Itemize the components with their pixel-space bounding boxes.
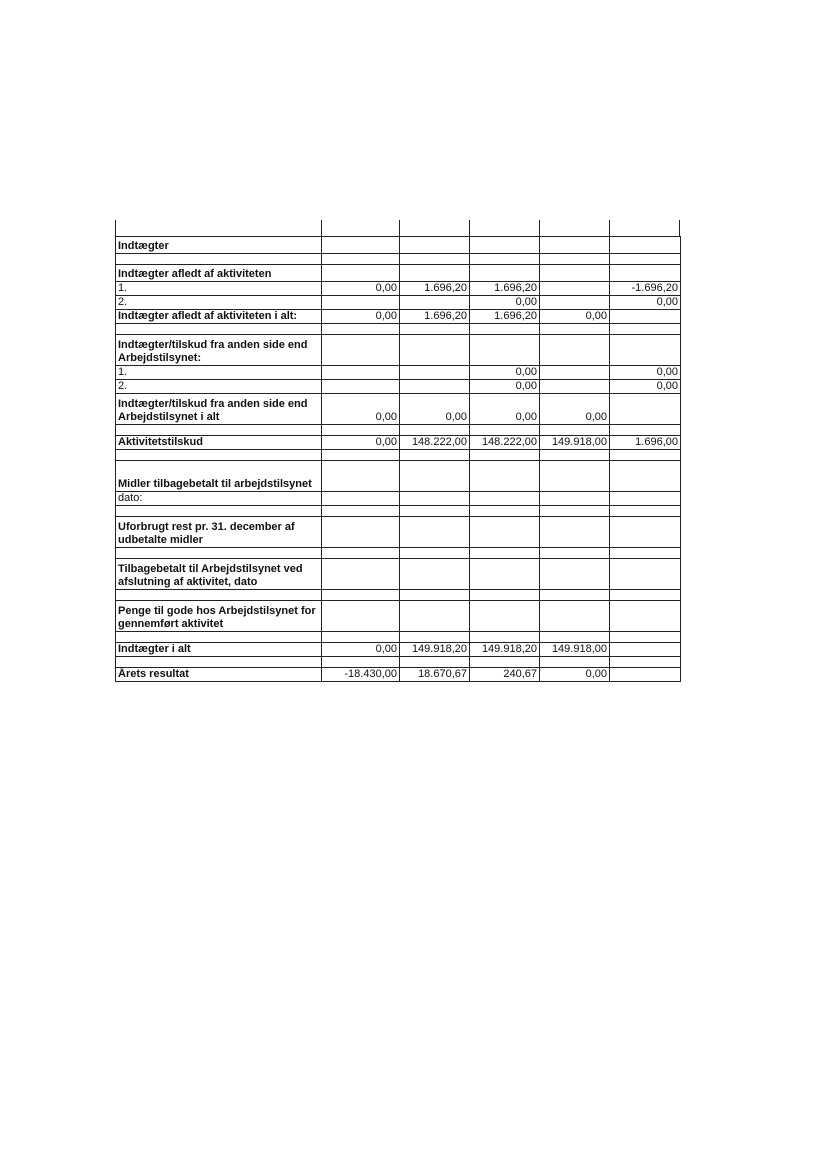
spacer-row xyxy=(116,450,681,461)
cell xyxy=(610,643,681,657)
cell: 0,00 xyxy=(322,436,400,450)
cell xyxy=(540,296,610,310)
cell xyxy=(400,296,470,310)
tick xyxy=(679,220,680,236)
column-ticks xyxy=(115,220,680,236)
tick xyxy=(321,220,322,236)
cell xyxy=(322,237,400,254)
cell: 0,00 xyxy=(470,296,540,310)
cell xyxy=(470,265,540,282)
cell: 1.696,00 xyxy=(610,436,681,450)
row-label: 2. xyxy=(116,296,322,310)
cell: 0,00 xyxy=(322,643,400,657)
row-label: Indtægter/tilskud fra anden side end Arbejdstilsynet i alt xyxy=(116,394,322,425)
row-label: Indtægter i alt xyxy=(116,643,322,657)
cell xyxy=(400,461,470,492)
cell: 149.918,00 xyxy=(540,643,610,657)
row-label: Indtægter/tilskud fra anden side end Arbejdstilsynet: xyxy=(116,335,322,366)
cell: 0,00 xyxy=(322,310,400,324)
spacer-row xyxy=(116,548,681,559)
cell: 0,00 xyxy=(322,394,400,425)
cell xyxy=(610,601,681,632)
cell xyxy=(322,296,400,310)
row-label: Årets resultat xyxy=(116,668,322,682)
cell xyxy=(610,492,681,506)
cell xyxy=(322,559,400,590)
cell: 0,00 xyxy=(610,380,681,394)
cell xyxy=(470,559,540,590)
cell xyxy=(610,237,681,254)
table-row xyxy=(116,668,681,682)
cell: 1.696,20 xyxy=(470,310,540,324)
cell: 18.670,67 xyxy=(400,668,470,682)
cell: 149.918,20 xyxy=(400,643,470,657)
spacer-row xyxy=(116,324,681,335)
cell xyxy=(400,366,470,380)
tick xyxy=(469,220,470,236)
row-label: Aktivitetstilskud xyxy=(116,436,322,450)
cell: 0,00 xyxy=(540,668,610,682)
table-row xyxy=(116,601,681,632)
table-row xyxy=(116,380,681,394)
cell: 149.918,20 xyxy=(470,643,540,657)
cell xyxy=(322,601,400,632)
cell xyxy=(400,601,470,632)
cell xyxy=(400,492,470,506)
cell xyxy=(540,492,610,506)
cell: 0,00 xyxy=(400,394,470,425)
row-label: 1. xyxy=(116,366,322,380)
cell xyxy=(610,461,681,492)
tick xyxy=(609,220,610,236)
cell xyxy=(470,237,540,254)
cell xyxy=(470,492,540,506)
budget-sheet xyxy=(115,220,680,682)
table-row xyxy=(116,265,681,282)
cell: 240,67 xyxy=(470,668,540,682)
cell xyxy=(540,366,610,380)
tick xyxy=(399,220,400,236)
cell xyxy=(610,335,681,366)
cell: 148.222,00 xyxy=(400,436,470,450)
cell: 0,00 xyxy=(610,296,681,310)
cell xyxy=(540,461,610,492)
cell: 148.222,00 xyxy=(470,436,540,450)
spacer-row xyxy=(116,590,681,601)
cell: 0,00 xyxy=(540,310,610,324)
spacer-row xyxy=(116,657,681,668)
table-row xyxy=(116,394,681,425)
cell xyxy=(400,380,470,394)
table-row xyxy=(116,366,681,380)
cell xyxy=(540,265,610,282)
row-label: 2. xyxy=(116,380,322,394)
cell xyxy=(400,237,470,254)
table-row xyxy=(116,517,681,548)
cell xyxy=(610,310,681,324)
cell xyxy=(322,265,400,282)
cell: 0,00 xyxy=(322,282,400,296)
cell: 1.696,20 xyxy=(400,310,470,324)
row-label: dato: xyxy=(116,492,322,506)
spacer-row xyxy=(116,632,681,643)
cell xyxy=(470,335,540,366)
spacer-row xyxy=(116,254,681,265)
spacer-row xyxy=(116,506,681,517)
row-label: Indtægter xyxy=(116,237,322,254)
cell: 0,00 xyxy=(540,394,610,425)
cell xyxy=(610,559,681,590)
table-row xyxy=(116,335,681,366)
table-row xyxy=(116,296,681,310)
cell xyxy=(400,335,470,366)
tick xyxy=(115,220,116,236)
cell xyxy=(540,335,610,366)
row-label: Indtægter afledt af aktiviteten i alt: xyxy=(116,310,322,324)
income-table xyxy=(115,236,681,682)
cell: -1.696,20 xyxy=(610,282,681,296)
table-row xyxy=(116,559,681,590)
cell xyxy=(540,237,610,254)
row-label: Penge til gode hos Arbejdstilsynet for gennemført aktivitet xyxy=(116,601,322,632)
cell xyxy=(400,517,470,548)
table-row xyxy=(116,461,681,492)
cell xyxy=(540,282,610,296)
cell xyxy=(322,461,400,492)
cell xyxy=(400,265,470,282)
row-label: Midler tilbagebetalt til arbejdstilsynet xyxy=(116,461,322,492)
cell: -18.430,00 xyxy=(322,668,400,682)
cell xyxy=(322,366,400,380)
table-row xyxy=(116,436,681,450)
row-label: Indtægter afledt af aktiviteten xyxy=(116,265,322,282)
table-row xyxy=(116,237,681,254)
tick xyxy=(539,220,540,236)
cell xyxy=(400,559,470,590)
cell: 0,00 xyxy=(470,366,540,380)
cell: 1.696,20 xyxy=(400,282,470,296)
table-row xyxy=(116,492,681,506)
row-label: Uforbrugt rest pr. 31. december af udbetalte midler xyxy=(116,517,322,548)
cell xyxy=(470,601,540,632)
cell xyxy=(540,559,610,590)
cell xyxy=(322,517,400,548)
cell xyxy=(322,380,400,394)
cell xyxy=(540,380,610,394)
cell xyxy=(322,335,400,366)
cell xyxy=(610,265,681,282)
row-label: 1. xyxy=(116,282,322,296)
cell: 1.696,20 xyxy=(470,282,540,296)
cell xyxy=(540,517,610,548)
cell xyxy=(322,492,400,506)
cell xyxy=(470,517,540,548)
table-row xyxy=(116,310,681,324)
cell xyxy=(610,517,681,548)
cell: 0,00 xyxy=(470,394,540,425)
cell xyxy=(470,461,540,492)
row-label: Tilbagebetalt til Arbejdstilsynet ved afslutning af aktivitet, dato xyxy=(116,559,322,590)
cell xyxy=(610,394,681,425)
cell xyxy=(610,668,681,682)
cell: 0,00 xyxy=(470,380,540,394)
table-row xyxy=(116,282,681,296)
cell: 149.918,00 xyxy=(540,436,610,450)
cell: 0,00 xyxy=(610,366,681,380)
cell xyxy=(540,601,610,632)
spacer-row xyxy=(116,425,681,436)
table-row xyxy=(116,643,681,657)
